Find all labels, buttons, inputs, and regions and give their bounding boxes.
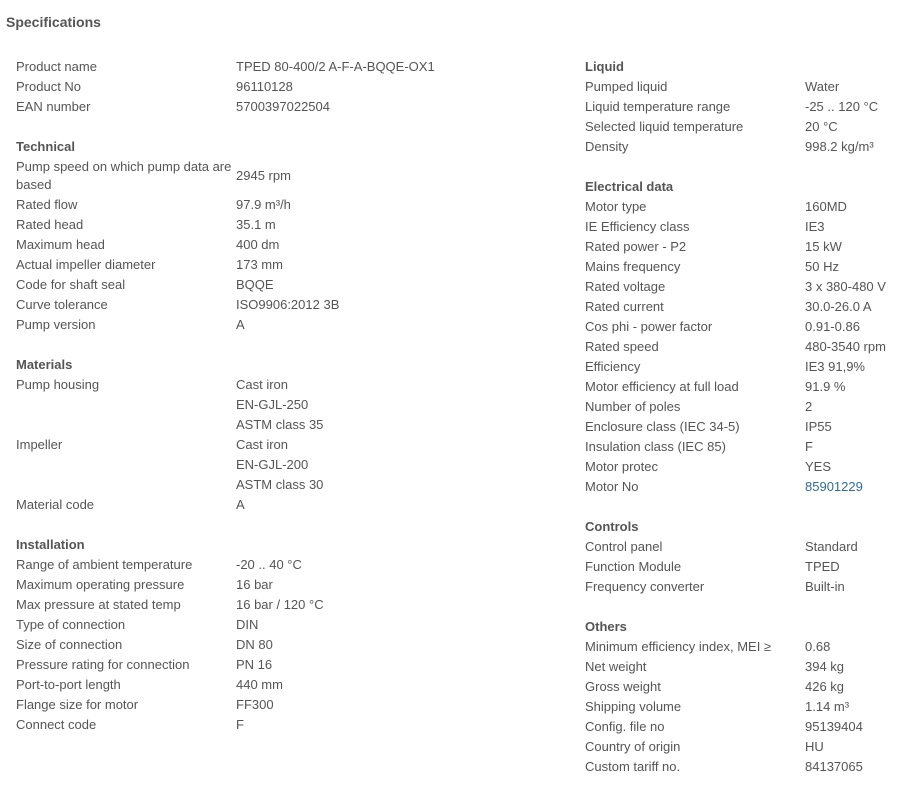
spec-row bbox=[585, 457, 905, 477]
spec-label: Port-to-port length bbox=[16, 677, 121, 692]
spec-row bbox=[16, 595, 561, 615]
spec-row bbox=[16, 235, 561, 255]
materials-section bbox=[16, 355, 561, 515]
spec-label: Pressure rating for connection bbox=[16, 657, 190, 672]
spec-value: IP55 bbox=[805, 419, 832, 434]
spec-value: PN 16 bbox=[236, 657, 273, 672]
spec-row bbox=[585, 437, 905, 457]
spec-label: EAN number bbox=[16, 99, 91, 114]
spec-row bbox=[16, 77, 561, 97]
spec-value: YES bbox=[805, 459, 832, 474]
spec-label: Actual impeller diameter bbox=[16, 257, 156, 272]
spec-label: Rated power - P2 bbox=[585, 239, 687, 254]
spec-label: Motor type bbox=[585, 199, 647, 214]
spec-row bbox=[585, 677, 905, 697]
spec-label: Number of poles bbox=[585, 399, 681, 414]
spec-label: Rated voltage bbox=[585, 279, 666, 294]
spec-label: Control panel bbox=[585, 539, 663, 554]
spec-row bbox=[16, 555, 561, 575]
spec-label: Mains frequency bbox=[585, 259, 681, 274]
spec-label: Range of ambient temperature bbox=[16, 557, 193, 572]
spec-label: Pump speed on which pump data are based bbox=[16, 159, 232, 192]
spec-value: 0.68 bbox=[805, 639, 831, 654]
spec-label: Enclosure class (IEC 34-5) bbox=[585, 419, 740, 434]
spec-row bbox=[16, 315, 561, 335]
spec-label: Maximum head bbox=[16, 237, 105, 252]
spec-value: 30.0-26.0 A bbox=[805, 299, 872, 314]
spec-label: Liquid temperature range bbox=[585, 99, 731, 114]
section-heading: Materials bbox=[16, 357, 73, 372]
spec-value: IE3 bbox=[805, 219, 825, 234]
spec-value: 394 kg bbox=[805, 659, 845, 674]
spec-value: 0.91-0.86 bbox=[805, 319, 860, 334]
spec-value: 5700397022504 bbox=[236, 99, 330, 114]
spec-label: Flange size for motor bbox=[16, 697, 139, 712]
spec-row bbox=[16, 157, 561, 195]
spec-row bbox=[585, 357, 905, 377]
spec-value: 440 mm bbox=[236, 677, 283, 692]
spec-row bbox=[16, 255, 561, 275]
spec-label: Motor efficiency at full load bbox=[585, 379, 739, 394]
spec-value: 95139404 bbox=[805, 719, 863, 734]
spec-value: F bbox=[805, 439, 813, 454]
general-section bbox=[16, 57, 561, 117]
spec-label: Maximum operating pressure bbox=[16, 577, 185, 592]
spec-row bbox=[16, 375, 561, 435]
motor-no-link[interactable]: 85901229 bbox=[805, 479, 863, 494]
spec-value: 16 bar bbox=[236, 577, 273, 592]
spec-row bbox=[16, 655, 561, 675]
spec-row bbox=[585, 97, 905, 117]
spec-label: Selected liquid temperature bbox=[585, 119, 744, 134]
section-heading: Technical bbox=[16, 139, 76, 154]
spec-value: F bbox=[236, 717, 244, 732]
spec-value: Cast iron EN-GJL-250 ASTM class 35 bbox=[236, 377, 324, 432]
spec-value: TPED bbox=[805, 559, 840, 574]
spec-value: 480-3540 rpm bbox=[805, 339, 886, 354]
spec-value: 160MD bbox=[805, 199, 847, 214]
spec-label: Material code bbox=[16, 497, 95, 512]
spec-label: Curve tolerance bbox=[16, 297, 108, 312]
spec-label: Cos phi - power factor bbox=[585, 319, 713, 334]
spec-label: Rated current bbox=[585, 299, 664, 314]
spec-value: 35.1 m bbox=[236, 217, 276, 232]
spec-label: Rated head bbox=[16, 217, 84, 232]
spec-row bbox=[585, 237, 905, 257]
spec-label: Function Module bbox=[585, 559, 682, 574]
spec-value: 173 mm bbox=[236, 257, 283, 272]
spec-value: TPED 80-400/2 A-F-A-BQQE-OX1 bbox=[236, 59, 435, 74]
spec-label: Rated flow bbox=[16, 197, 78, 212]
spec-label: Impeller bbox=[16, 437, 63, 452]
spec-row bbox=[585, 717, 905, 737]
spec-row bbox=[16, 635, 561, 655]
section-heading: Liquid bbox=[585, 59, 624, 74]
spec-row bbox=[585, 257, 905, 277]
others-section bbox=[585, 617, 905, 777]
spec-row bbox=[16, 295, 561, 315]
spec-row bbox=[16, 675, 561, 695]
spec-value: 2945 rpm bbox=[236, 168, 291, 183]
spec-label: Pumped liquid bbox=[585, 79, 668, 94]
spec-row bbox=[585, 117, 905, 137]
spec-row bbox=[16, 57, 561, 77]
right-column bbox=[585, 57, 905, 777]
spec-row bbox=[16, 97, 561, 117]
spec-row bbox=[16, 195, 561, 215]
section-heading: Controls bbox=[585, 519, 639, 534]
spec-label: Pump version bbox=[16, 317, 96, 332]
spec-value: Standard bbox=[805, 539, 858, 554]
spec-label: Product No bbox=[16, 79, 82, 94]
spec-value: A bbox=[236, 497, 245, 512]
spec-label: Connect code bbox=[16, 717, 97, 732]
spec-row bbox=[585, 757, 905, 777]
spec-row bbox=[585, 377, 905, 397]
spec-row bbox=[585, 337, 905, 357]
spec-label: Pump housing bbox=[16, 377, 100, 392]
spec-value: DIN bbox=[236, 617, 259, 632]
spec-value: Built-in bbox=[805, 579, 845, 594]
spec-row bbox=[16, 575, 561, 595]
spec-row bbox=[16, 695, 561, 715]
spec-row bbox=[585, 137, 905, 157]
spec-row bbox=[16, 435, 561, 495]
spec-row bbox=[16, 495, 561, 515]
liquid-section bbox=[585, 57, 905, 157]
spec-value: 3 x 380-480 V bbox=[805, 279, 886, 294]
section-heading: Others bbox=[585, 619, 627, 634]
spec-value: A bbox=[236, 317, 245, 332]
spec-label: Config. file no bbox=[585, 719, 665, 734]
spec-value: BQQE bbox=[236, 277, 274, 292]
spec-value: Cast iron EN-GJL-200 ASTM class 30 bbox=[236, 437, 324, 492]
spec-row bbox=[585, 557, 905, 577]
spec-row bbox=[16, 615, 561, 635]
spec-value: HU bbox=[805, 739, 824, 754]
controls-section bbox=[585, 517, 905, 597]
spec-label: Gross weight bbox=[585, 679, 661, 694]
spec-label: Motor protec bbox=[585, 459, 658, 474]
spec-value: 50 Hz bbox=[805, 259, 839, 274]
section-heading: Electrical data bbox=[585, 179, 674, 194]
section-heading: Installation bbox=[16, 537, 85, 552]
spec-label: Shipping volume bbox=[585, 699, 682, 714]
spec-value: 97.9 m³/h bbox=[236, 197, 291, 212]
spec-label: Country of origin bbox=[585, 739, 681, 754]
spec-value: -25 .. 120 °C bbox=[805, 99, 879, 114]
spec-label: Efficiency bbox=[585, 359, 641, 374]
spec-value: 1.14 m³ bbox=[805, 699, 850, 714]
page-title: Specifications bbox=[6, 14, 101, 30]
spec-row bbox=[585, 317, 905, 337]
spec-label: Custom tariff no. bbox=[585, 759, 681, 774]
spec-row bbox=[16, 215, 561, 235]
spec-row bbox=[585, 77, 905, 97]
spec-label: Rated speed bbox=[585, 339, 659, 354]
spec-label: Density bbox=[585, 139, 629, 154]
spec-row bbox=[585, 537, 905, 557]
spec-row bbox=[585, 297, 905, 317]
spec-label: Frequency converter bbox=[585, 579, 705, 594]
spec-value: 998.2 kg/m³ bbox=[805, 139, 874, 154]
spec-row bbox=[585, 197, 905, 217]
spec-value: 400 dm bbox=[236, 237, 280, 252]
electrical-section bbox=[585, 177, 905, 497]
spec-row bbox=[16, 275, 561, 295]
spec-value: 16 bar / 120 °C bbox=[236, 597, 324, 612]
spec-row bbox=[585, 637, 905, 657]
spec-value: 2 bbox=[805, 399, 813, 414]
spec-value: -20 .. 40 °C bbox=[236, 557, 302, 572]
spec-label: Product name bbox=[16, 59, 97, 74]
spec-label: Max pressure at stated temp bbox=[16, 597, 181, 612]
spec-row bbox=[585, 397, 905, 417]
spec-row bbox=[585, 697, 905, 717]
spec-row bbox=[585, 657, 905, 677]
spec-label: Size of connection bbox=[16, 637, 123, 652]
spec-row bbox=[585, 577, 905, 597]
spec-label: Type of connection bbox=[16, 617, 126, 632]
spec-value: 426 kg bbox=[805, 679, 845, 694]
installation-section bbox=[16, 535, 561, 735]
spec-row bbox=[585, 417, 905, 437]
spec-value: 96110128 bbox=[236, 79, 293, 94]
left-column bbox=[16, 57, 561, 735]
spec-row bbox=[585, 277, 905, 297]
spec-row bbox=[16, 715, 561, 735]
spec-value: Water bbox=[805, 79, 840, 94]
spec-value: IE3 91,9% bbox=[805, 359, 865, 374]
spec-value: DN 80 bbox=[236, 637, 273, 652]
spec-label: Minimum efficiency index, MEI ≥ bbox=[585, 639, 772, 654]
spec-value: FF300 bbox=[236, 697, 274, 712]
spec-value: 15 kW bbox=[805, 239, 842, 254]
spec-value: 84137065 bbox=[805, 759, 863, 774]
spec-label: Code for shaft seal bbox=[16, 277, 126, 292]
spec-value: ISO9906:2012 3B bbox=[236, 297, 340, 312]
spec-row bbox=[585, 217, 905, 237]
spec-label: IE Efficiency class bbox=[585, 219, 690, 234]
spec-label: Motor No bbox=[585, 479, 639, 494]
spec-label: Net weight bbox=[585, 659, 647, 674]
spec-row bbox=[585, 737, 905, 757]
technical-section bbox=[16, 137, 561, 335]
spec-label: Insulation class (IEC 85) bbox=[585, 439, 726, 454]
spec-value: 20 °C bbox=[805, 119, 838, 134]
spec-row bbox=[585, 477, 905, 497]
spec-value: 91.9 % bbox=[805, 379, 846, 394]
